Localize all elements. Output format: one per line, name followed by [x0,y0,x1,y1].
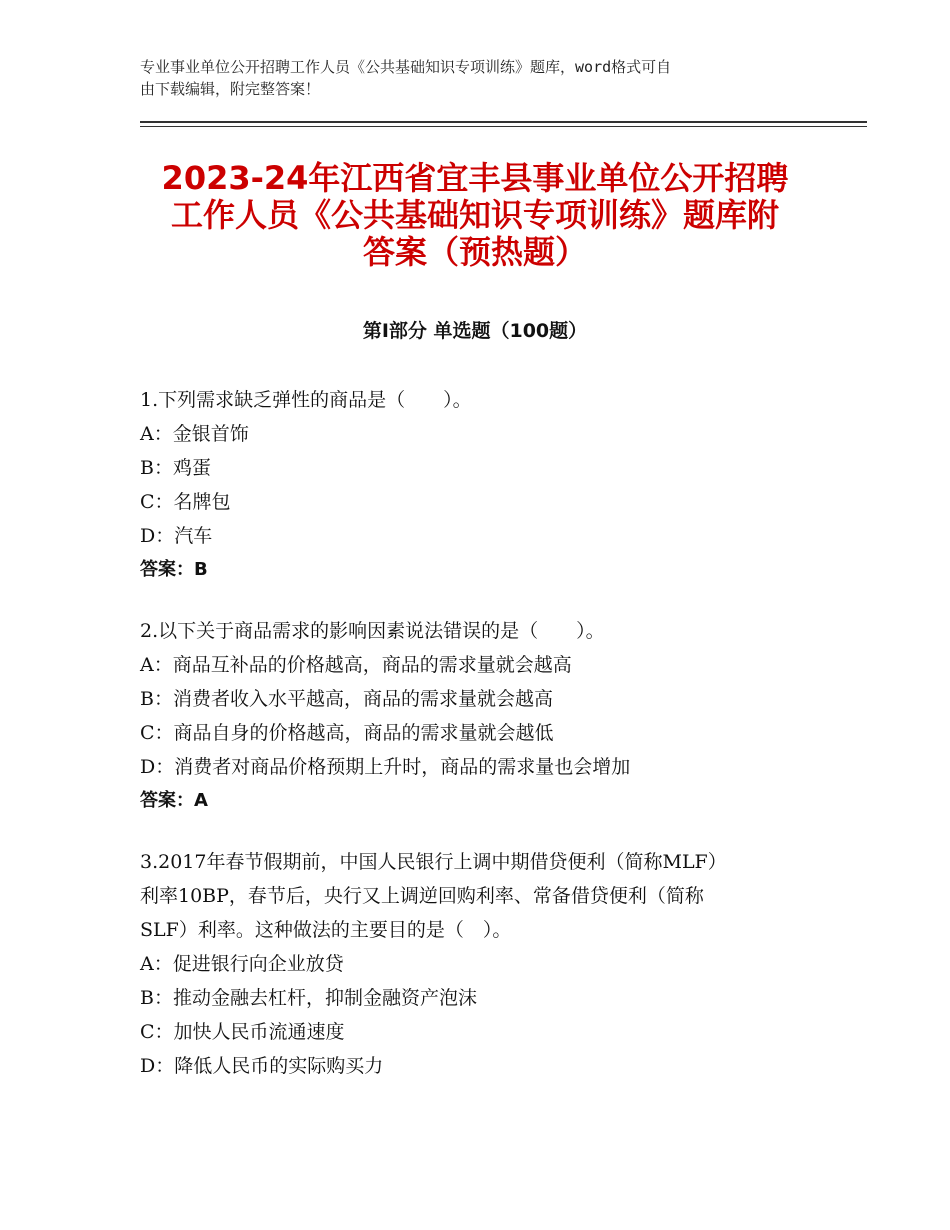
option-b: B：鸡蛋 [140,457,211,479]
answer-value: A [194,790,208,811]
option-c: C：商品自身的价格越高，商品的需求量就会越低 [140,722,554,744]
option-a: A：商品互补品的价格越高，商品的需求量就会越高 [140,654,572,676]
answer-line [140,553,820,587]
title-line: 答案（预热题） [362,233,587,271]
option-d: D：汽车 [140,525,213,547]
option-b: B：推动金融去杠杆，抑制金融资产泡沫 [140,987,477,1009]
option-c: C：名牌包 [140,491,231,513]
header-divider-thick [140,121,867,123]
header-divider-thin [140,126,867,127]
option-d: D：消费者对商品价格预期上升时，商品的需求量也会增加 [140,756,631,778]
answer-prefix: 答案： [140,559,194,580]
question-stem [140,383,820,417]
header-note-line: 由下载编辑，附完整答案！ [140,80,321,98]
title-line: 工作人员《公共基础知识专项训练》题库附 [170,196,779,234]
title-line: 2023-24年江西省宜丰县事业单位公开招聘 [161,159,789,197]
header-note-line: 专业事业单位公开招聘工作人员《公共基础知识专项训练》题库，word格式可自 [140,58,672,76]
question-item [140,614,820,818]
question-stem-line: 2.以下关于商品需求的影响因素说法错误的是（ ）。 [140,620,605,642]
option-a: A：金银首饰 [140,423,249,445]
header-note [140,56,820,100]
section-title: 第Ⅰ部分 单选题（100题） [362,320,588,342]
question-stem [140,845,820,947]
question-stem-line: SLF）利率。这种做法的主要目的是（ ）。 [140,919,512,941]
answer-line [140,784,820,818]
question-item [140,845,820,1083]
question-stem-line: 3.2017年春节假期前，中国人民银行上调中期借贷便利（简称MLF） [140,851,727,873]
option-c: C：加快人民币流通速度 [140,1021,345,1043]
document-title [120,160,830,271]
option-a: A：促进银行向企业放贷 [140,953,344,975]
question-stem-line: 利率10BP，春节后，央行又上调逆回购利率、常备借贷便利（简称 [140,885,704,907]
option-b: B：消费者收入水平越高，商品的需求量就会越高 [140,688,553,710]
option-d: D：降低人民币的实际购买力 [140,1055,384,1077]
answer-value: B [194,559,208,580]
question-item [140,383,820,587]
question-stem [140,614,820,648]
answer-prefix: 答案： [140,790,194,811]
question-stem-line: 1.下列需求缺乏弹性的商品是（ ）。 [140,389,472,411]
question-list [140,383,820,1110]
